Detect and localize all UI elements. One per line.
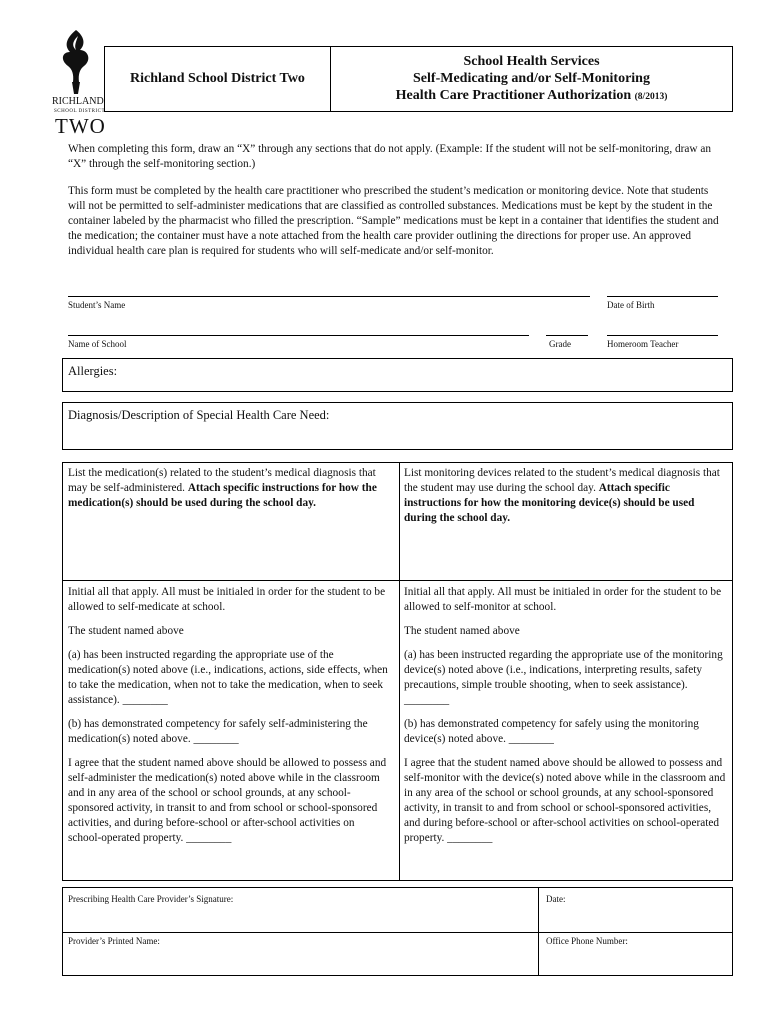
logo-text-richland: RICHLAND <box>52 96 104 107</box>
monitoring-statement-a[interactable]: (a) has been instructed regarding the appropriate use of the monitoring device(s) noted above (i.e., indications, interpreting results, safety precautions, simple trouble shooting, when to seek assistance). ________ <box>404 649 723 706</box>
student-name-line[interactable] <box>68 296 590 297</box>
header-box <box>104 46 733 112</box>
revision-date: (8/2013) <box>634 91 668 102</box>
grid-divider-vertical <box>399 463 400 880</box>
school-name-label: Name of School <box>68 339 127 349</box>
date-of-birth-label: Date of Birth <box>607 300 655 310</box>
allergies-label: Allergies: <box>68 364 118 378</box>
logo-text-school-district: SCHOOL DISTRICT <box>54 109 106 114</box>
medication-agreement[interactable]: I agree that the student named above should be allowed to possess and self-administer the medication(s) noted above while in the classroom and in any area of the school or school grounds, at any school-sponsored activity, in transit to and from school or school-sponsored activities, and during before-school or after-school activities on school-operated property. ________ <box>68 757 387 844</box>
diagnosis-box[interactable] <box>62 402 733 450</box>
provider-signature-field[interactable]: Prescribing Health Care Provider’s Signature: <box>68 894 234 904</box>
torch-flame-icon <box>56 28 96 96</box>
signature-block <box>62 887 733 976</box>
district-name: Richland School District Two <box>105 47 331 111</box>
homeroom-teacher-label: Homeroom Teacher <box>607 339 679 349</box>
medication-statement-b[interactable]: (b) has demonstrated competency for safely self-administering the medication(s) noted above. ________ <box>68 718 368 745</box>
signature-date-field[interactable]: Date: <box>546 894 566 904</box>
form-title-line-2: Self-Medicating and/or Self-Monitoring <box>413 70 650 86</box>
medication-list-cell[interactable] <box>68 466 388 511</box>
provider-printed-name-field[interactable]: Provider’s Printed Name: <box>68 936 160 946</box>
diagnosis-label: Diagnosis/Description of Special Health Care Need: <box>68 408 330 422</box>
medication-initial-instruction: Initial all that apply. All must be initialed in order for the student to be allowed to self-medicate at school. <box>68 586 386 613</box>
homeroom-teacher-line[interactable] <box>607 335 718 336</box>
instructions-paragraph: When completing this form, draw an “X” through any sections that do not apply. (Example: If the student will not be self-monitoring, draw an “X” through the self-monitoring section.) <box>68 143 712 170</box>
medication-statement-a[interactable]: (a) has been instructed regarding the appropriate use of the medication(s) noted above (i.e., indications, actions, side effects, when to take the medication, when not to take the medication, when to seek assistance). ________ <box>68 649 388 706</box>
grade-line[interactable] <box>546 335 588 336</box>
authorization-grid <box>62 462 733 881</box>
medication-initials-cell <box>68 585 390 855</box>
grade-label: Grade <box>549 339 571 349</box>
monitoring-agreement[interactable]: I agree that the student named above should be allowed to possess and self-monitor with the device(s) noted above while in the classroom and in any area of the school or school grounds, at any school-sponsored activity, in transit to and from school or school-sponsored activities, and during before-school or after-school activities on school-operated property. ________ <box>404 757 726 844</box>
student-name-label: Student’s Name <box>68 300 126 310</box>
form-title-line-3-text: Health Care Practitioner Authorization <box>395 87 632 103</box>
medication-list-instruction: List the medication(s) related to the student’s medical diagnosis that may be self-administered. <box>68 467 376 494</box>
district-logo <box>50 28 110 138</box>
school-name-line[interactable] <box>68 335 529 336</box>
signature-divider-horizontal <box>63 932 732 933</box>
form-title <box>331 47 732 111</box>
grid-divider-horizontal <box>63 580 732 581</box>
monitoring-list-attach-note: Attach specific instructions for how the monitoring device(s) should be used during the school day. <box>404 482 695 524</box>
medication-list-attach-note: Attach specific instructions for how the medication(s) should be used during the school day. <box>68 482 377 509</box>
logo-text-two: TWO <box>55 114 106 138</box>
monitoring-statement-b[interactable]: (b) has demonstrated competency for safely using the monitoring device(s) noted above. ________ <box>404 718 699 745</box>
medication-student-named: The student named above <box>68 625 184 637</box>
monitoring-initial-instruction: Initial all that apply. All must be initialed in order for the student to be allowed to self-monitor at school. <box>404 586 722 613</box>
date-of-birth-line[interactable] <box>607 296 718 297</box>
form-title-line-1: School Health Services <box>463 53 600 69</box>
requirements-paragraph: This form must be completed by the health care practitioner who prescribed the student’s medication or monitoring device. Note that students will not be permitted to self-administer medications that are classified as controlled substances. Medications must be kept by the student in the container labeled by the pharmacist who filled the prescription. “Sample” medications must be kept in a container that identifies the student and the medication; the container must have a note attached from the health care provider outlining the directions for proper use. An approved individual health care plan is required for students who will self-medicate and/or self-monitor. <box>68 185 719 257</box>
allergies-box[interactable] <box>62 358 733 392</box>
office-phone-field[interactable]: Office Phone Number: <box>546 936 628 946</box>
monitoring-list-instruction: List monitoring devices related to the student’s medical diagnosis that the student may use during the school day. <box>404 467 720 494</box>
monitoring-student-named: The student named above <box>404 625 520 637</box>
monitoring-initials-cell <box>404 585 726 855</box>
form-title-line-3 <box>396 87 668 106</box>
monitoring-list-cell[interactable] <box>404 466 726 526</box>
